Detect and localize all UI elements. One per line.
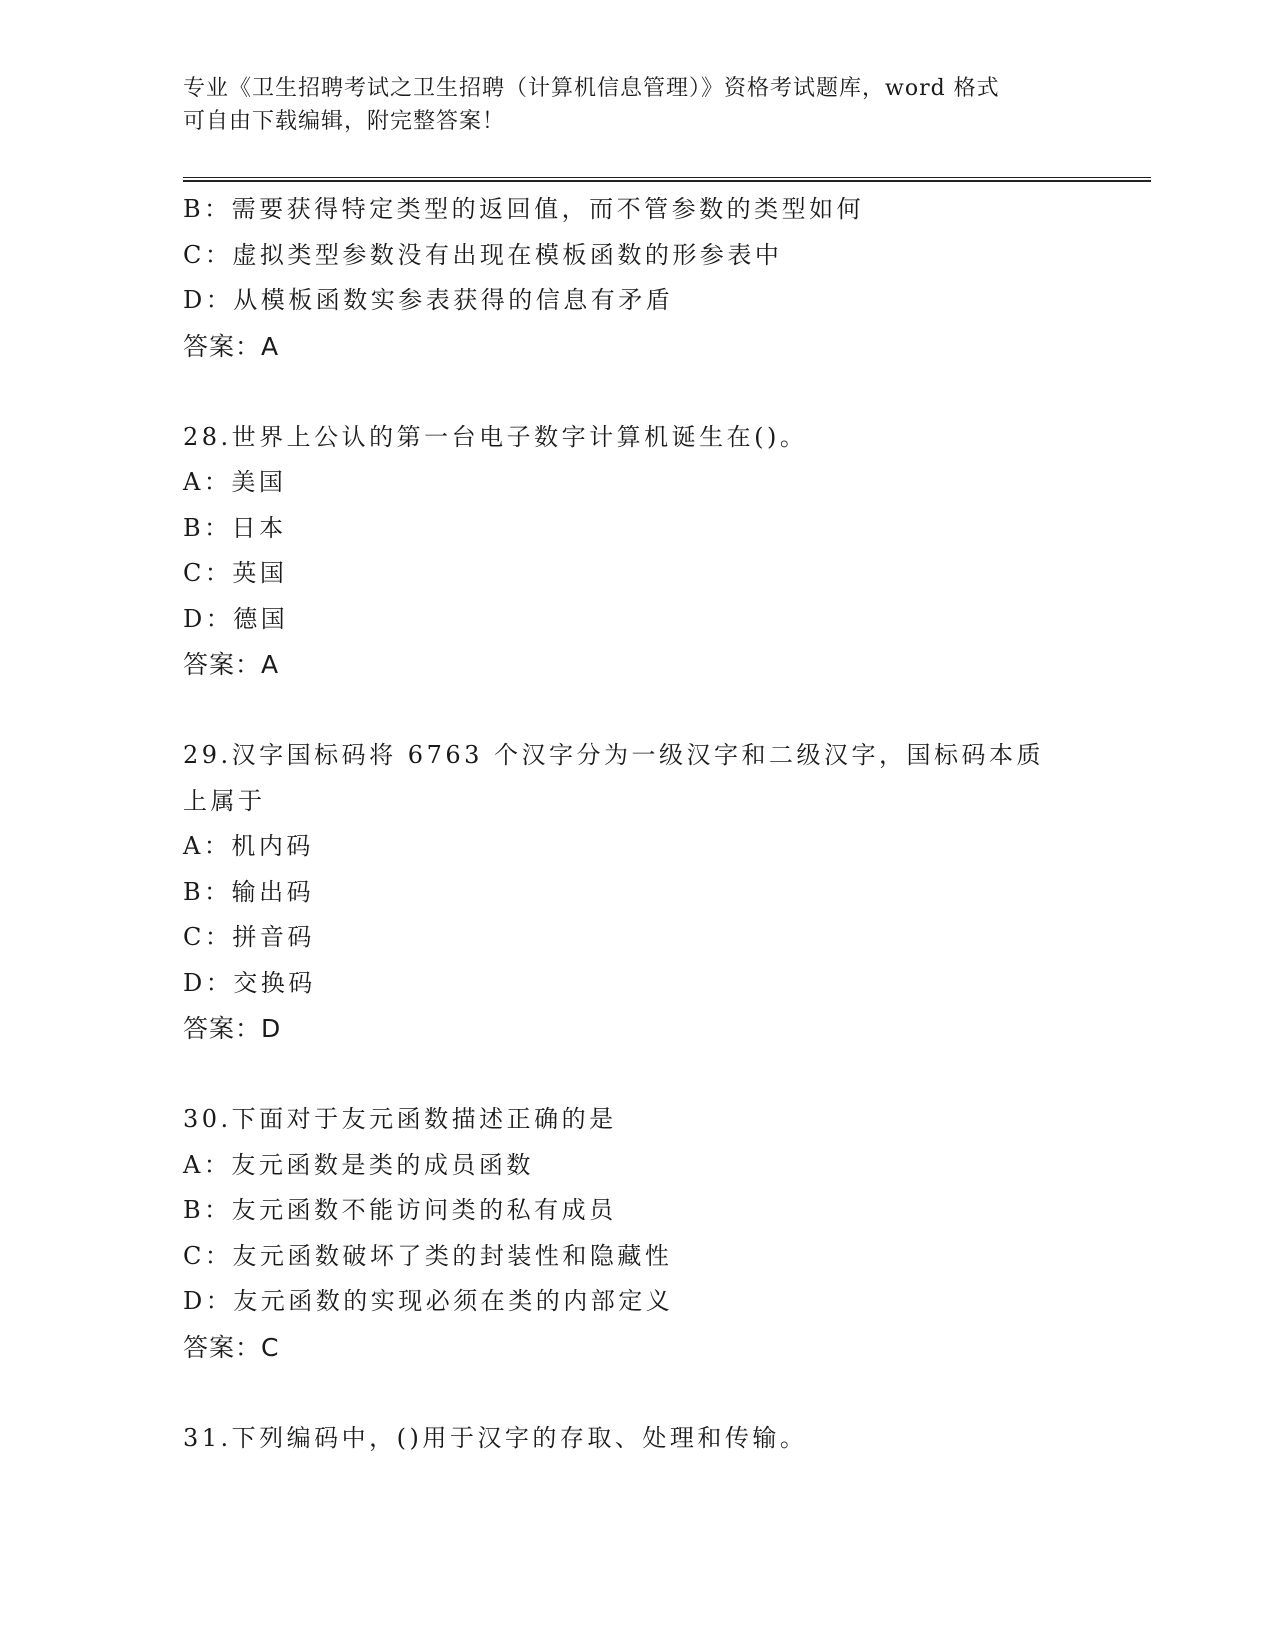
answer-line: 答案：D <box>183 1014 282 1043</box>
option-b: B：输出码 <box>183 877 315 906</box>
answer-line: 答案：C <box>183 1332 280 1362</box>
document-header <box>183 72 1063 138</box>
question-text-line-2: 上属于 <box>183 786 266 815</box>
spacer <box>183 1370 1083 1416</box>
question-block-prev <box>183 187 1083 369</box>
option-c: C：拼音码 <box>183 923 315 951</box>
header-line-1: 专业《卫生招聘考试之卫生招聘（计算机信息管理）》资格考试题库，word 格式 <box>183 76 1000 101</box>
option-a: A：友元函数是类的成员函数 <box>183 1150 534 1179</box>
option-b: B：友元函数不能访问类的私有成员 <box>183 1196 617 1224</box>
question-block-28 <box>183 415 1083 688</box>
spacer <box>183 688 1083 734</box>
spacer <box>183 369 1083 415</box>
option-c: C：虚拟类型参数没有出现在模板函数的形参表中 <box>183 240 783 269</box>
spacer <box>183 1052 1083 1098</box>
option-c: C：英国 <box>183 559 288 587</box>
answer-line: 答案：A <box>183 650 280 679</box>
question-block-29 <box>183 733 1083 1052</box>
question-text-line-1: 29.汉字国标码将 6763 个汉字分为一级汉字和二级汉字，国标码本质 <box>183 741 1045 769</box>
question-block-30 <box>183 1097 1083 1370</box>
option-a: A：美国 <box>183 468 287 496</box>
question-text: 28.世界上公认的第一台电子数字计算机诞生在()。 <box>183 422 808 451</box>
option-b: B：日本 <box>183 513 287 542</box>
option-d: D：交换码 <box>183 968 316 997</box>
question-text: 31.下列编码中，()用于汉字的存取、处理和传输。 <box>183 1423 808 1452</box>
option-d: D：德国 <box>183 604 289 633</box>
option-d: D：友元函数的实现必须在类的内部定义 <box>183 1287 674 1315</box>
option-b: B：需要获得特定类型的返回值，而不管参数的类型如何 <box>183 195 865 223</box>
option-a: A：机内码 <box>183 832 314 860</box>
header-divider <box>183 177 1151 182</box>
question-block-31 <box>183 1416 1083 1462</box>
answer-line: 答案：A <box>183 331 280 361</box>
option-c: C：友元函数破坏了类的封装性和隐藏性 <box>183 1241 673 1270</box>
question-content <box>183 187 1083 1461</box>
option-d: D：从模板函数实参表获得的信息有矛盾 <box>183 286 674 314</box>
header-line-2: 可自由下载编辑，附完整答案！ <box>183 109 506 134</box>
question-text: 30.下面对于友元函数描述正确的是 <box>183 1105 617 1133</box>
